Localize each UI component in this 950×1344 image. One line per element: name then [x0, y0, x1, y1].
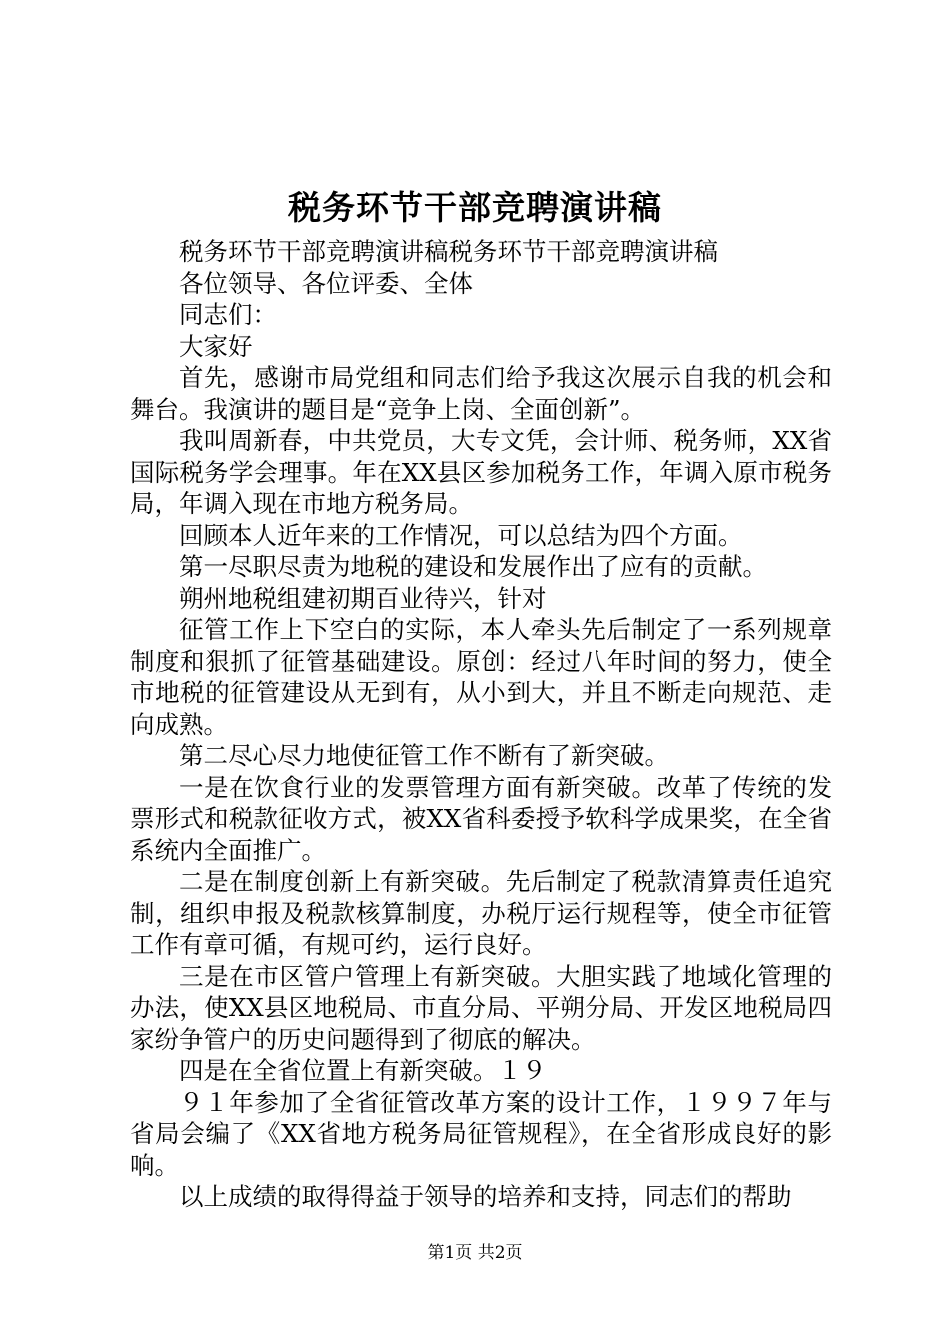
page-footer: 第1页 共2页 — [427, 1243, 523, 1263]
paragraph: 朔州地税组建初期百业待兴，针对 — [179, 583, 547, 613]
paragraph: ９１年参加了全省征管改革方案的设计工作，１９９７年与省局会编了《XX省地方税务局征管规程》，在全省形成良好的影响。 — [130, 1087, 832, 1180]
paragraph: 税务环节干部竞聘演讲稿税务环节干部竞聘演讲稿 — [179, 237, 718, 266]
paragraph: 以上成绩的取得得益于领导的培养和支持，同志们的帮助 — [179, 1182, 792, 1211]
paragraph: 回顾本人近年来的工作情况，可以总结为四个方面。 — [179, 520, 743, 550]
paragraph: 第一尽职尽责为地税的建设和发展作出了应有的贡献。 — [179, 552, 767, 581]
paragraph: 二是在制度创新上有新突破。先后制定了税款清算责任追究制，组织申报及税款核算制度，办税厅运行规程等，使全市征管工作有章可循，有规可约，运行良好。 — [130, 867, 832, 959]
paragraph: 首先，感谢市局党组和同志们给予我这次展示自我的机会和舞台。我演讲的题目是“竞争上岗、全面创新”。 — [130, 363, 832, 424]
paragraph: 三是在市区管户管理上有新突破。大胆实践了地域化管理的办法，使XX县区地税局、市直分局、平朔分局、开发区地税局四家纷争管户的历史问题得到了彻底的解决。 — [130, 961, 832, 1054]
paragraph: 我叫周新春，中共党员，大专文凭，会计师、税务师，XX省国际税务学会理事。年在XX县区参加税务工作，年调入原市税务局，年调入现在市地方税务局。 — [130, 426, 832, 518]
paragraph: 第二尽心尽力地使征管工作不断有了新突破。 — [179, 741, 669, 770]
paragraph: 大家好 — [179, 331, 253, 361]
paragraph: 四是在全省位置上有新突破。１９ — [179, 1056, 547, 1085]
paragraph: 各位领导、各位评委、全体 — [179, 268, 473, 298]
document-body — [130, 236, 832, 1213]
paragraph: 征管工作上下空白的实际，本人牵头先后制定了一系列规章制度和狠抓了征管基础建设。原创：经过八年时间的努力，使全市地税的征管建设从无到有，从小到大，并且不断走向规范、走向成熟。 — [130, 615, 832, 739]
paragraph: 同志们： — [179, 300, 277, 329]
page-title: 税务环节干部竞聘演讲稿 — [288, 188, 662, 227]
paragraph: 一是在饮食行业的发票管理方面有新突破。改革了传统的发票形式和税款征收方式，被XX省科委授予软科学成果奖，在全省系统内全面推广。 — [130, 772, 832, 865]
